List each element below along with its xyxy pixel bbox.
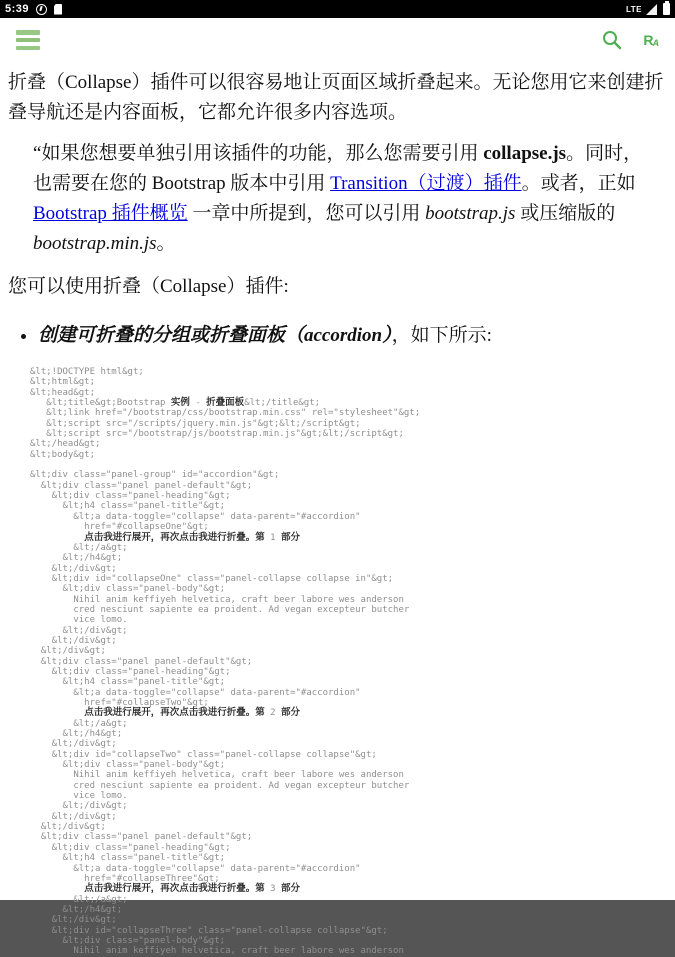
quote-text: 。或者，正如 <box>521 173 636 194</box>
plugins-overview-link[interactable]: Bootstrap 插件概览 <box>33 203 188 224</box>
search-icon <box>601 29 623 51</box>
status-bar <box>0 0 675 18</box>
hamburger-icon <box>16 30 40 35</box>
collapse-js-bold: collapse.js <box>483 143 567 164</box>
font-size-icon: R <box>643 31 654 48</box>
bootstrap-min-js-em: bootstrap.min.js <box>33 233 157 254</box>
list-item-emphasis: 创建可折叠的分组或折叠面板（accordion） <box>38 325 392 346</box>
toolbar <box>0 18 675 62</box>
open-quote: “ <box>33 143 42 164</box>
quote-text: 。 <box>156 233 176 254</box>
status-time: 5:39 <box>5 3 30 15</box>
circular-notification-icon <box>36 4 47 15</box>
quote-block <box>33 139 657 259</box>
hamburger-icon <box>16 38 40 43</box>
quote-text: 如果您想要单独引用该插件的功能，那么您需要引用 <box>41 143 484 164</box>
search-button[interactable] <box>601 29 623 51</box>
quote-text: 或压缩版的 <box>515 203 616 224</box>
network-type-label: LTE <box>625 4 642 14</box>
quote-text: 一章中所提到，您可以引用 <box>187 203 426 224</box>
quote-text: 。同时，也需要在您的 Bootstrap 版本中引用 <box>33 143 643 194</box>
signal-strength-icon <box>646 4 657 15</box>
code-block: &lt;!DOCTYPE html&gt; &lt;html&gt; &lt;head&gt; &lt;title&gt;Bootstrap 实例 - 折叠面板&lt;/title&gt; &lt;link href="/bootstrap/css/bootstrap.min.css" rel="stylesheet"&gt; &lt;script src="/scripts/jquery.min.js"&gt;&lt;/script&gt; &lt;script src="/bootstrap/js/bootstrap.min.js"&gt;&lt;/script&gt; &lt;/head&gt; &lt;body&gt; &lt;div class="panel-group" id="accordion"&gt; &lt;div class="panel panel-default"&gt; &lt;div class="panel-heading"&gt; &lt;h4 class="panel-title"&gt; &lt;a data-toggle="collapse" data-parent="#accordion" href="#collapseOne"&gt; 点击我进行展开，再次点击我进行折叠。第 1 部分 &lt;/a&gt; &lt;/h4&gt; &lt;/div&gt; &lt;div id="collapseOne" class="panel-collapse collapse in"&gt; &lt;div class="panel-body"&gt; Nihil anim keffiyeh helvetica, craft beer labore wes anderson cred nesciunt sapiente ea proident. Ad vegan excepteur butcher vice lomo. &lt;/div&gt; &lt;/div&gt; &lt;/div&gt; &lt;div class="panel panel-default"&gt; &lt;div class="panel-heading"&gt; &lt;h4 class="panel-title"&gt; &lt;a data-toggle="collapse" data-parent="#accordion" href="#collapseTwo"&gt; 点击我进行展开，再次点击我进行折叠。第 2 部分 &lt;/a&gt; &lt;/h4&gt; &lt;/div&gt; &lt;div id="collapseTwo" class="panel-collapse collapse"&gt; &lt;div class="panel-body"&gt; Nihil anim keffiyeh helvetica, craft beer labore wes anderson cred nesciunt sapiente ea proident. Ad vegan excepteur butcher vice lomo. &lt;/div&gt; &lt;/div&gt; &lt;/div&gt; &lt;div class="panel panel-default"&gt; &lt;div class="panel-heading"&gt; &lt;h4 class="panel-title"&gt; &lt;a data-toggle="collapse" data-parent="#accordion" href="#collapseThree"&gt; 点击我进行展开，再次点击我进行折叠。第 3 部分 &lt;/a&gt; &lt;/h4&gt; &lt;/div&gt; &lt;div id="collapseThree" class="panel-collapse collapse"&gt; &lt;div class="panel-body"&gt; Nihil anim keffiyeh helvetica, craft beer labore wes anderson <box>30 367 421 957</box>
sdcard-notification-icon <box>54 4 62 15</box>
font-size-button[interactable]: R A <box>643 31 659 48</box>
feature-list <box>8 321 667 351</box>
hamburger-icon <box>16 46 40 51</box>
menu-button[interactable] <box>16 30 40 50</box>
list-item-rest: ，如下所示: <box>391 325 492 346</box>
usage-paragraph: 您可以使用折叠（Collapse）插件: <box>8 276 289 297</box>
transition-plugin-link[interactable]: Transition（过渡）插件 <box>330 173 522 194</box>
battery-icon <box>663 3 670 15</box>
content-scroll[interactable] <box>0 62 675 957</box>
intro-paragraph: 折叠（Collapse）插件可以很容易地让页面区域折叠起来。无论您用它来创建折叠导航还是内容面板，它都允许很多内容选项。 <box>8 72 664 123</box>
bootstrap-js-em: bootstrap.js <box>425 203 516 224</box>
list-item <box>38 321 667 351</box>
